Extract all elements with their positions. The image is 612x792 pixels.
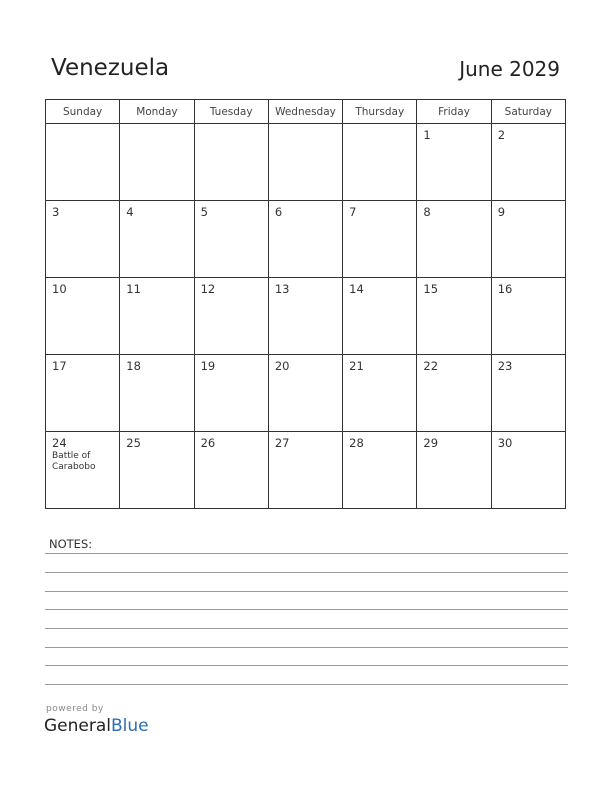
day-cell [268,355,342,432]
week-row [46,355,566,432]
day-cell [46,201,120,278]
day-number: 7 [349,205,357,219]
day-number: 15 [423,282,439,296]
day-cell [120,124,194,201]
weekday-thursday: Thursday [343,100,417,124]
day-cell [268,124,342,201]
day-number: 12 [200,282,216,296]
day-cell [343,355,417,432]
day-number: 23 [497,359,513,373]
day-number: 25 [126,436,141,450]
brand-general: General [44,716,111,736]
day-number: 2 [497,128,506,142]
day-number: 9 [497,205,506,219]
day-cell [268,278,342,355]
day-cell [417,201,491,278]
brand-logo [44,716,149,736]
week-row [46,201,566,278]
day-cell [417,432,491,509]
week-row [46,124,566,201]
day-number: 4 [126,205,134,219]
day-cell [120,432,194,509]
day-number: 1 [423,128,431,142]
day-cell [417,355,491,432]
day-cell [46,124,120,201]
day-number: 28 [349,436,364,450]
day-number: 27 [274,436,290,450]
weekday-header-row [46,100,566,124]
day-cell [194,278,268,355]
day-number: 3 [52,205,60,219]
day-cell [194,201,268,278]
note-line [45,572,568,573]
day-cell [343,278,417,355]
day-number: 16 [497,282,513,296]
weekday-monday: Monday [120,100,194,124]
day-number: 13 [274,282,290,296]
weekday-tuesday: Tuesday [194,100,268,124]
note-line [45,665,568,666]
week-row [46,432,566,509]
day-number: 19 [200,359,216,373]
day-cell [417,124,491,201]
note-line [45,684,568,685]
day-number: 6 [274,205,283,219]
day-number: 20 [274,359,290,373]
week-row [46,278,566,355]
day-cell [491,124,565,201]
day-number: 21 [349,359,364,373]
day-cell [417,278,491,355]
day-cell [491,355,565,432]
holiday-label: Battle of Carabobo [52,451,96,472]
day-number: 17 [52,359,67,373]
day-cell [194,124,268,201]
day-cell [491,432,565,509]
note-line [45,553,568,554]
weekday-wednesday: Wednesday [268,100,342,124]
note-line [45,591,568,592]
day-number: 26 [200,436,216,450]
day-cell [491,201,565,278]
day-number: 24 [52,436,67,450]
note-line [45,609,568,610]
day-cell [120,355,194,432]
note-line [45,647,568,648]
day-cell [46,278,120,355]
powered-by-text: powered by [46,704,104,714]
weekday-sunday: Sunday [46,100,120,124]
day-cell [491,278,565,355]
day-number: 30 [497,436,513,450]
day-number: 22 [423,359,439,373]
day-number: 8 [423,205,431,219]
weekday-saturday: Saturday [491,100,565,124]
country-title: Venezuela [51,55,170,81]
day-cell [268,432,342,509]
day-cell [194,355,268,432]
day-cell [343,432,417,509]
day-cell [343,201,417,278]
day-cell [120,278,194,355]
calendar-grid [45,99,566,509]
day-number: 29 [423,436,439,450]
day-number: 5 [200,205,208,219]
day-cell [120,201,194,278]
day-number: 14 [349,282,364,296]
day-number: 18 [126,359,141,373]
day-cell [343,124,417,201]
day-number: 11 [126,282,141,296]
weekday-friday: Friday [417,100,491,124]
day-number: 10 [52,282,67,296]
month-year-title: June 2029 [459,57,560,81]
day-cell [46,355,120,432]
day-cell [268,201,342,278]
day-cell [194,432,268,509]
note-line [45,628,568,629]
day-cell [46,432,120,509]
brand-blue: Blue [111,716,149,736]
notes-label: NOTES: [49,537,93,551]
